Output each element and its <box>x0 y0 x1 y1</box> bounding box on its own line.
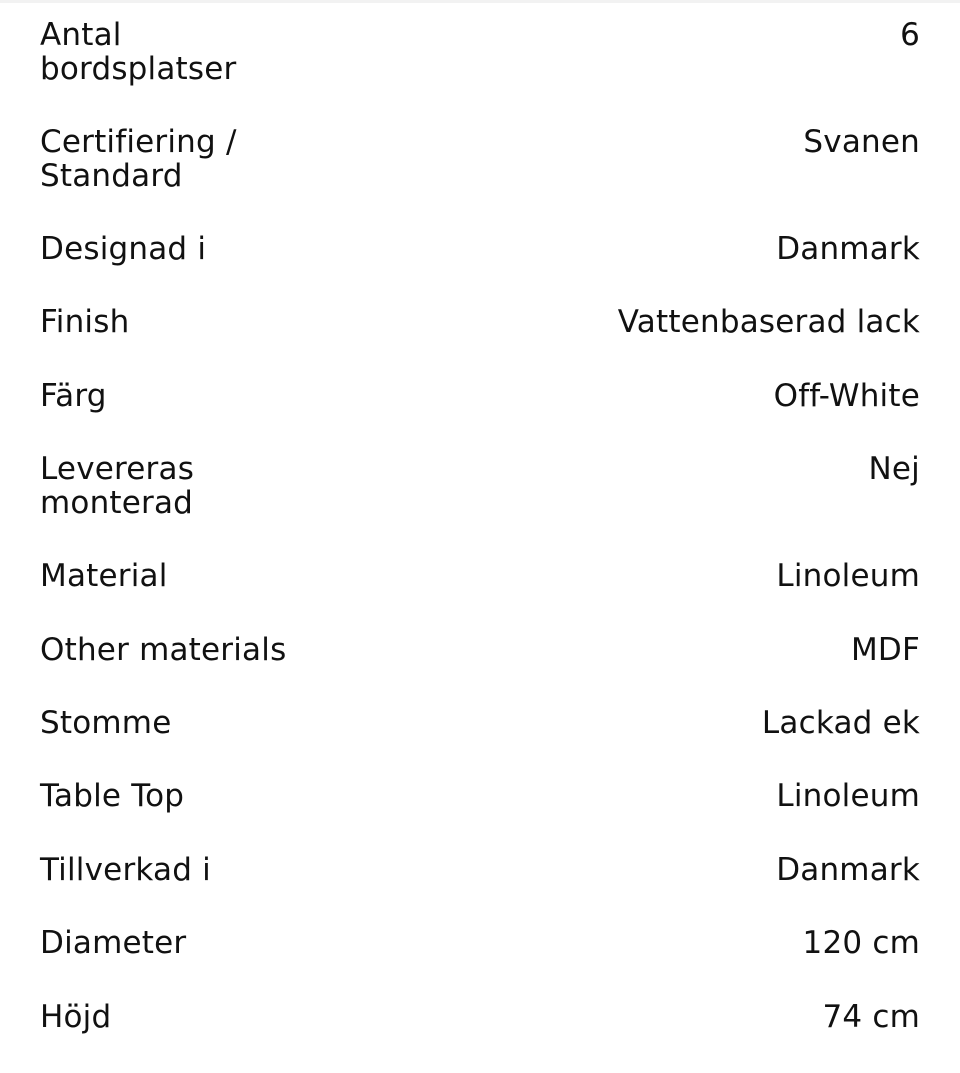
spec-value: Vattenbaserad lack <box>617 304 920 341</box>
spec-label: Levereras monterad <box>40 451 195 522</box>
spec-row-made-in <box>40 853 920 926</box>
product-specifications <box>40 18 920 1073</box>
spec-label: Stomme <box>40 704 172 741</box>
spec-row-height <box>40 1000 920 1073</box>
spec-label: Designad i <box>40 231 207 267</box>
spec-label: Färg <box>40 377 107 414</box>
spec-row-table-top <box>40 779 920 852</box>
spec-row-assembled <box>40 452 920 559</box>
spec-label: Antal bordsplatser <box>40 17 237 87</box>
spec-value: Linoleum <box>776 778 920 815</box>
spec-value: Nej <box>868 451 920 488</box>
spec-row-designed-in <box>40 232 920 305</box>
spec-value: Off-White <box>773 377 920 414</box>
spec-label: Certifiering / Standard <box>40 124 237 194</box>
spec-label: Other materials <box>40 631 287 668</box>
spec-label: Tillverkad i <box>40 851 211 888</box>
spec-value: Linoleum <box>776 558 920 595</box>
spec-value: Svanen <box>803 124 920 160</box>
spec-row-material <box>40 559 920 632</box>
spec-row-other-materials <box>40 633 920 706</box>
spec-row-finish <box>40 305 920 378</box>
spec-value: 120 cm <box>802 925 920 962</box>
spec-value: Lackad ek <box>761 704 920 741</box>
top-divider <box>0 0 960 3</box>
spec-value: Danmark <box>776 851 920 888</box>
spec-value: Danmark <box>776 231 920 267</box>
spec-row-certification <box>40 125 920 232</box>
spec-label: Diameter <box>40 925 187 962</box>
spec-value: MDF <box>850 631 920 668</box>
spec-label: Finish <box>40 304 130 341</box>
spec-label: Table Top <box>40 778 185 815</box>
spec-row-diameter <box>40 926 920 999</box>
spec-value: 74 cm <box>822 998 920 1035</box>
spec-label: Material <box>40 558 168 595</box>
spec-row-frame <box>40 706 920 779</box>
spec-row-color <box>40 379 920 452</box>
spec-label: Höjd <box>40 998 112 1035</box>
spec-row-seats <box>40 18 920 125</box>
spec-value: 6 <box>900 17 920 53</box>
